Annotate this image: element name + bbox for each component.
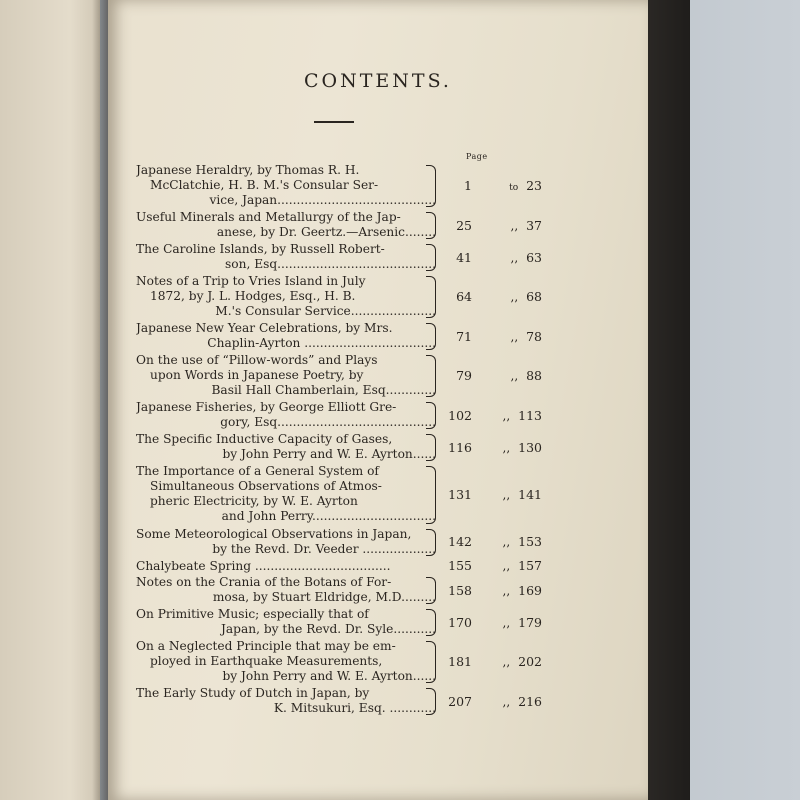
page-to: [482, 487, 542, 502]
entry-line: The Specific Inductive Capacity of Gases,: [136, 432, 393, 447]
page-to: [482, 534, 542, 549]
contents-entry: [136, 639, 436, 684]
entry-line: Japanese New Year Celebrations, by Mrs.: [136, 321, 393, 336]
page-from: 71: [456, 328, 472, 344]
entry-line: son, Esq.........................................: [225, 257, 436, 272]
page-separator: ,,: [510, 369, 519, 384]
page-to: [482, 250, 542, 265]
page-separator: ,,: [502, 655, 511, 670]
entry-line: M.'s Consular Service......................: [215, 304, 436, 319]
page-from: 142: [448, 534, 472, 550]
entry-line: and John Perry................................: [221, 509, 436, 524]
entry-line: The Importance of a General System of: [136, 464, 379, 479]
page-separator: ,,: [502, 535, 511, 550]
page-to: [482, 694, 542, 709]
contents-entry: [136, 607, 436, 637]
page-to-number: 216: [518, 693, 542, 709]
title-rule: [314, 121, 354, 123]
entry-line: vice, Japan.........................................: [209, 193, 436, 207]
entry-line: ployed in Earthquake Measurements,: [150, 654, 383, 669]
page-separator: ,,: [502, 487, 511, 502]
entry-line: gory, Esq.........................................: [220, 415, 436, 430]
page-to-number: 157: [518, 558, 542, 574]
page-separator: ,,: [510, 250, 519, 265]
page-to-number: 153: [518, 534, 542, 550]
entry-line: Notes of a Trip to Vries Island in July: [136, 274, 366, 289]
page-title: CONTENTS.: [304, 70, 452, 92]
entry-line: 1872, by J. L. Hodges, Esq., H. B.: [150, 289, 356, 304]
page-to-number: 63: [526, 249, 542, 265]
contents-entry: [136, 321, 436, 351]
contents-entry: [136, 527, 436, 557]
page-from: 158: [448, 582, 472, 598]
entry-line: by John Perry and W. E. Ayrton......: [222, 669, 436, 684]
entry-line: McClatchie, H. B. M.'s Consular Ser-: [150, 178, 379, 192]
entry-line: Chalybeate Spring ...................................: [136, 558, 391, 573]
page-from: 1: [464, 178, 472, 194]
page-from: 207: [448, 693, 472, 709]
page-to: [482, 654, 542, 669]
page-from: 102: [448, 407, 472, 423]
contents-entry: [136, 400, 436, 430]
entry-line: by the Revd. Dr. Veeder ...................: [212, 541, 436, 556]
contents-entry: [136, 274, 436, 319]
page-separator: to: [509, 183, 519, 194]
page-to: [482, 583, 542, 598]
entry-line: Some Meteorological Observations in Japan,: [136, 526, 412, 541]
page-to-number: 68: [526, 289, 542, 305]
page-to: [482, 289, 542, 304]
entry-line: On the use of “Pillow-words” and Plays: [136, 353, 378, 368]
page-from: 116: [448, 439, 472, 455]
page-separator: ,,: [502, 615, 511, 630]
page-from: 79: [456, 368, 472, 384]
contents-entry: [136, 686, 436, 716]
contents-entry: [136, 353, 436, 398]
entry-line: Chaplin-Ayrton ..................................: [207, 336, 436, 351]
entry-line: On Primitive Music; especially that of: [136, 607, 369, 622]
page-to-number: 202: [518, 654, 542, 670]
page-from: 181: [448, 654, 472, 670]
contents-entry: [136, 242, 436, 272]
entry-line: pheric Electricity, by W. E. Ayrton: [150, 494, 358, 509]
page-to-number: 23: [526, 178, 542, 194]
page-separator: ,,: [502, 559, 511, 574]
entry-line: Japanese Heraldry, by Thomas R. H.: [136, 163, 360, 177]
entry-line: by John Perry and W. E. Ayrton......: [222, 447, 436, 462]
page-to-number: 141: [518, 486, 542, 502]
page-to-number: 78: [526, 328, 542, 344]
entry-line: Notes on the Crania of the Botans of For-: [136, 575, 392, 590]
page-from: 25: [456, 217, 472, 233]
entry-line: mosa, by Stuart Eldridge, M.D.........: [212, 590, 436, 605]
facing-page: [0, 0, 100, 800]
contents-entry: [136, 464, 436, 524]
contents-entry: [136, 559, 436, 574]
page-to: [482, 408, 542, 423]
page-to: [482, 558, 542, 573]
entry-line: Japanese Fisheries, by George Elliott Gre-: [136, 400, 397, 415]
page-from: 131: [448, 486, 472, 502]
page-to: [482, 440, 542, 455]
page-separator: ,,: [510, 290, 519, 305]
page-separator: ,,: [502, 583, 511, 598]
entry-line: K. Mitsukuri, Esq. ............: [273, 701, 436, 716]
page-to-number: 88: [526, 368, 542, 384]
entry-line: Basil Hall Chamberlain, Esq.............: [211, 383, 436, 398]
page-to-number: 130: [518, 439, 542, 455]
page-to-number: 169: [518, 582, 542, 598]
contents-entry: [136, 163, 436, 208]
contents-page: [108, 0, 648, 800]
entry-line: The Caroline Islands, by Russell Robert-: [136, 242, 385, 257]
entry-line: The Early Study of Dutch in Japan, by: [136, 686, 370, 701]
page-from: 155: [448, 558, 472, 574]
page-from: 64: [456, 289, 472, 305]
page-to-number: 113: [518, 407, 542, 423]
contents-entry: [136, 210, 436, 240]
entry-line: On a Neglected Principle that may be em-: [136, 639, 396, 654]
page-to-number: 179: [518, 614, 542, 630]
contents-entry: [136, 575, 436, 605]
page-separator: ,,: [510, 218, 519, 233]
entry-line: Useful Minerals and Metallurgy of the Jap-: [136, 210, 401, 225]
page-to: [482, 218, 542, 233]
page-from: 170: [448, 614, 472, 630]
contents-entry: [136, 432, 436, 462]
page-separator: ,,: [502, 408, 511, 423]
page-column-heading: Page: [466, 152, 488, 161]
entry-line: anese, by Dr. Geertz.—Arsenic........: [216, 225, 436, 240]
page-to: [482, 178, 542, 193]
entry-line: Japan, by the Revd. Dr. Syle...........: [221, 622, 436, 637]
entry-line: upon Words in Japanese Poetry, by: [150, 368, 364, 383]
page-separator: ,,: [510, 329, 519, 344]
page-to: [482, 329, 542, 344]
page-to-number: 37: [526, 217, 542, 233]
page-from: 41: [456, 249, 472, 265]
page-separator: ,,: [502, 694, 511, 709]
page-separator: ,,: [502, 440, 511, 455]
page-to: [482, 615, 542, 630]
entry-line: Simultaneous Observations of Atmos-: [150, 479, 382, 494]
page-to: [482, 368, 542, 383]
